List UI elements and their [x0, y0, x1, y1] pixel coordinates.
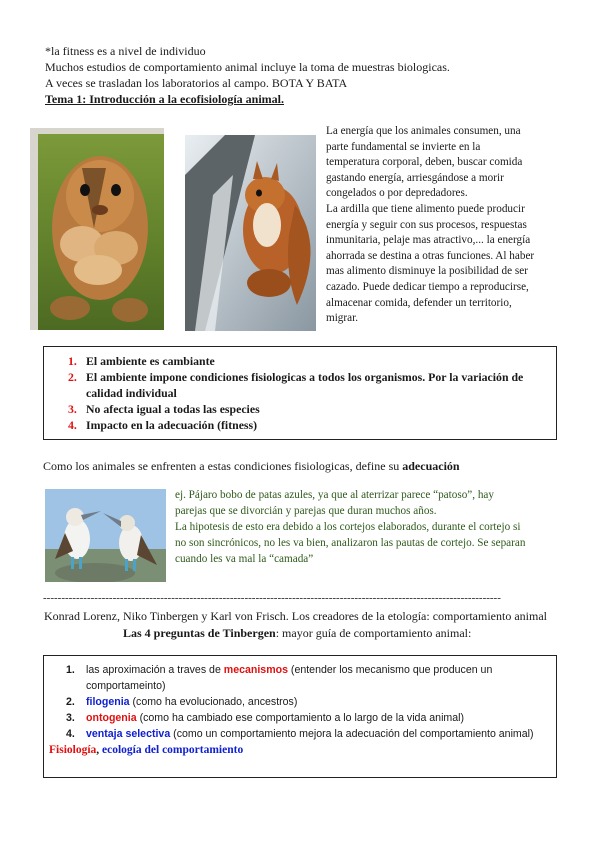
condition-item: [68, 401, 548, 417]
energy-line: migrar.: [326, 312, 358, 325]
adecuacion-text: Como los animales se enfrenten a estas condiciones fisiologicas, define su: [43, 459, 403, 473]
tinbergen-keyword-mecanismos: mecanismos: [223, 664, 288, 676]
booby-line: no son sincrónicos, no les va bien, analizaron las pautas de cortejo. Se separan: [175, 537, 526, 549]
tinbergen-number: 2.: [66, 696, 75, 708]
adecuacion-line: [43, 459, 460, 473]
footer-separator: ,: [96, 744, 103, 756]
tinbergen-number: 1.: [66, 664, 75, 676]
energy-line: mas alimento disminuye la posibilidad de ser: [326, 265, 528, 278]
tinbergen-questions-title: Las 4 preguntas de Tinbergen: [123, 626, 276, 640]
energy-line: congelados o por depredadores.: [326, 187, 468, 200]
tinbergen-questions-line: [123, 626, 471, 640]
condition-text: El ambiente es cambiante: [86, 354, 215, 368]
tinbergen-keyword-ventaja: ventaja selectiva: [86, 728, 171, 740]
energy-line: almacenar comida, defender un territorio,: [326, 296, 512, 309]
condition-number: 2.: [68, 370, 77, 384]
energy-line: inmunitaria, pelaje mas atractivo,... la energía: [326, 234, 531, 247]
tinbergen-keyword-ontogenia: ontogenia: [86, 712, 137, 724]
tinbergen-box: [43, 655, 557, 778]
section-heading: Tema 1: Introducción a la ecofisiología animal.: [45, 92, 285, 106]
tinbergen-item: [66, 694, 552, 710]
energy-paragraph: [326, 124, 566, 327]
energy-line: temperatura corporal, deben, buscar comida: [326, 156, 523, 169]
adecuacion-keyword: adecuación: [402, 459, 460, 473]
energy-line: ahorrada se destina a otras funciones. Al haber: [326, 249, 535, 262]
tinbergen-post: (como ha evolucionado, ancestros): [129, 696, 298, 708]
energy-line: cazado. Puede dedicar tiempo a reproducirse,: [326, 280, 529, 293]
condition-text: No afecta igual a todas las especies: [86, 402, 260, 416]
tinbergen-post: (como un comportamiento mejora la adecuación del comportamiento animal): [170, 728, 534, 740]
footer-ecologia: ecología del comportamiento: [102, 744, 244, 756]
energy-line: La energía que los animales consumen, una: [326, 125, 521, 137]
squirrel-photo: [185, 135, 316, 331]
booby-paragraph: [175, 487, 560, 567]
booby-line: La hipotesis de esto era debido a los cortejos elaborados, durante el cortejo si: [175, 521, 521, 533]
tinbergen-item: [66, 662, 552, 694]
condition-item: [68, 353, 548, 369]
etology-line: Konrad Lorenz, Niko Tinbergen y Karl von Frisch. Los creadores de la etología: comportamiento animal: [44, 609, 547, 623]
energy-line: gastando energía, arriesgándose a morir: [326, 171, 504, 184]
intro-line-1: *la fitness es a nivel de individuo: [45, 44, 206, 58]
condition-text: El ambiente impone condiciones fisiologicas a todos los organismos. Por la variación de: [86, 370, 524, 384]
intro-line-2: Muchos estudios de comportamiento animal incluye la toma de muestras biologicas.: [45, 60, 450, 74]
tinbergen-number: 3.: [66, 712, 75, 724]
tinbergen-item: [66, 710, 552, 726]
condition-text: Impacto en la adecuación (fitness): [86, 418, 258, 432]
energy-line: parte fundamental se invierte en la: [326, 140, 481, 153]
tinbergen-questions-desc: : mayor guía de comportamiento animal:: [275, 626, 472, 640]
tinbergen-number: 4.: [66, 728, 75, 740]
condition-item: [68, 369, 548, 401]
dashed-divider: -----------------------------------------------------------------------------------------------------------------------------: [43, 592, 501, 604]
tinbergen-footer: [49, 743, 243, 757]
booby-line: ej. Pájaro bobo de patas azules, ya que al aterrizar parece “patoso”, hay: [175, 489, 494, 501]
condition-item: [68, 417, 548, 433]
intro-line-3: A veces se trasladan los laboratorios al campo. BOTA Y BATA: [45, 76, 348, 90]
energy-line: energía y seguir con sus procesos, respuestas: [326, 218, 527, 231]
chipmunk-photo: [30, 128, 164, 330]
tinbergen-keyword-filogenia: filogenia: [86, 696, 130, 708]
booby-photo: [45, 489, 166, 582]
condition-number: 4.: [68, 418, 77, 432]
tinbergen-pre: las aproximación a traves de: [86, 664, 224, 676]
condition-number: 1.: [68, 354, 77, 368]
tinbergen-item-cont: comportameinto): [86, 680, 166, 692]
booby-line: parejas que se divorcián y parejas que duran muchos años.: [175, 505, 437, 517]
condition-number: 3.: [68, 402, 77, 416]
footer-fisiologia: Fisiología: [49, 744, 97, 756]
booby-line: cuando les va mal la “camada”: [175, 553, 314, 565]
tinbergen-post: (entender los mecanismo que producen un: [287, 664, 493, 676]
tinbergen-post: (como ha cambiado ese comportamiento a lo largo de la vida animal): [136, 712, 465, 724]
tinbergen-item: [66, 726, 552, 742]
energy-line: La ardilla que tiene alimento puede producir: [326, 202, 525, 215]
conditions-box: [43, 346, 557, 440]
condition-text-cont: calidad individual: [86, 386, 177, 400]
